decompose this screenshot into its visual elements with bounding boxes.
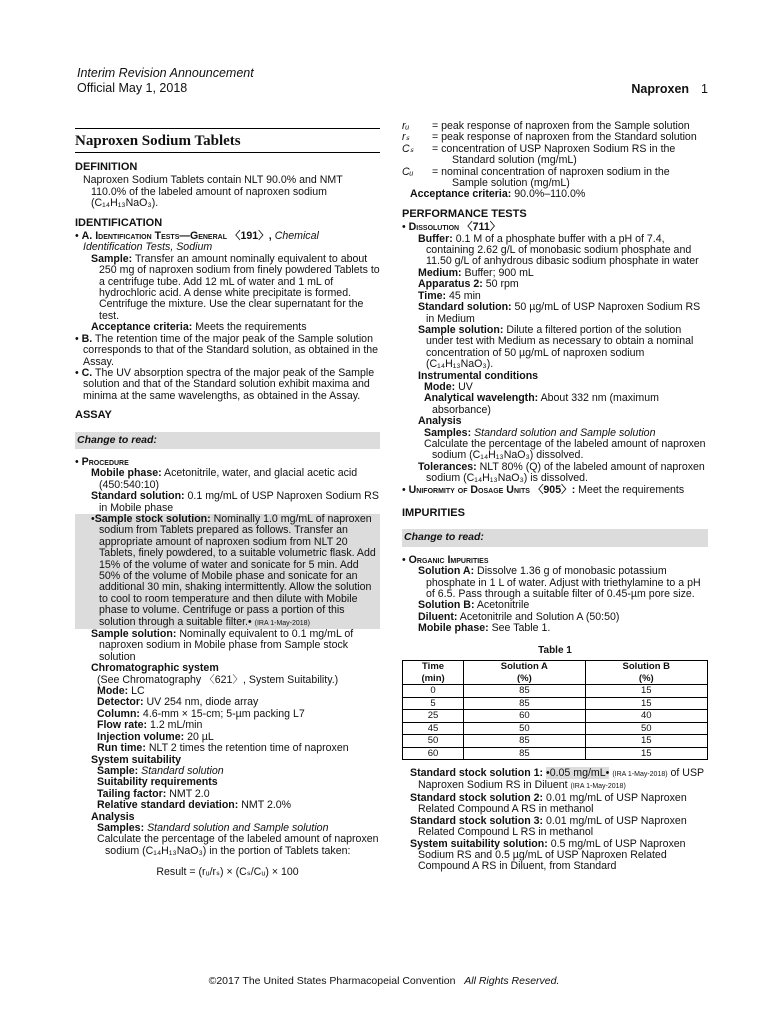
- diss-wavelength: Analytical wavelength: About 332 nm (maximum absorbance): [424, 392, 659, 416]
- imp-mobile-phase: Mobile phase: See Table 1.: [418, 622, 551, 635]
- header-official-date: Official May 1, 2018: [77, 81, 188, 95]
- title-rule-bottom: [75, 152, 380, 153]
- diss-buffer: Buffer: 0.1 M of a phosphate buffer with a pH of 7.4, containing 2.62 g/L of monobasic sodium phosphate and 11.50 g/L of anhydrous dibasic sodium phosphate in water: [418, 232, 699, 268]
- assay-column: Column: 4.6-mm × 15-cm; 5-µm packing L7: [97, 707, 305, 720]
- copyright: ©2017 The United States Pharmacopeial Convention: [208, 975, 456, 987]
- table-row: 0 85 15: [403, 685, 708, 698]
- uniformity-dosage: • Uniformity of Dosage Units 〈905〉: Meet the requirements: [402, 483, 685, 496]
- identification-heading: IDENTIFICATION: [75, 216, 163, 229]
- imp-solution-b: Solution B: Acetonitrile: [418, 599, 530, 612]
- page-header: [77, 66, 254, 96]
- def-row: Cₛ = concentration of USP Naproxen Sodium RS in the Standard solution (mg/mL): [402, 142, 676, 167]
- right-column: [402, 121, 708, 873]
- table-row: 50 85 15: [403, 735, 708, 748]
- assay-suitability-req: Suitability requirements: [97, 776, 218, 789]
- assay-chrom-ref: (See Chromatography 〈621〉, System Suitability.): [97, 673, 339, 686]
- definition-heading: DEFINITION: [75, 161, 138, 173]
- table-header-cell: Time (min): [403, 661, 464, 685]
- change-to-read-banner: Change to read:: [402, 529, 708, 546]
- change-to-read-banner: Change to read:: [75, 432, 380, 449]
- ident-c: • C. The UV absorption spectra of the major peak of the Sample solution and that of the Standard solution exhibit maxima and minima at the same wavelengths, as obtained in the Assay.: [75, 366, 375, 402]
- assay-rsd: Relative standard deviation: NMT 2.0%: [97, 799, 292, 812]
- imp-stock-1: Standard stock solution 1: •0.05 mg/mL• (IRA 1-May-2018) of USP Naproxen Sodium RS in Diluent (IRA 1-May-2018): [410, 767, 704, 792]
- variable-definitions: [402, 121, 708, 189]
- definition-text: Naproxen Sodium Tablets contain NLT 90.0% and NMT 110.0% of the labeled amount of naproxen sodium (C₁₄H₁₃NaO₃).: [83, 174, 343, 210]
- ident-a-ref: Chemical Identification Tests, Sodium: [83, 230, 319, 254]
- assay-acceptance: Acceptance criteria: 90.0%–110.0%: [410, 188, 586, 201]
- assay-tailing-factor: Tailing factor: NMT 2.0: [97, 787, 210, 800]
- running-title: Naproxen: [631, 82, 690, 96]
- title-rule-top: [75, 128, 380, 129]
- page-number: 1: [701, 82, 708, 96]
- assay-samples: Samples: Standard solution and Sample solution: [97, 821, 329, 834]
- dissolution-heading: • Dissolution 〈711〉: [402, 221, 501, 234]
- document-title: Naproxen Sodium Tablets: [75, 133, 241, 149]
- diss-mode: Mode: UV: [424, 380, 473, 393]
- table-row: 5 85 15: [403, 697, 708, 710]
- gradient-table: [402, 660, 708, 760]
- imp-stock-2: Standard stock solution 2: 0.01 mg/mL of USP Naproxen Related Compound A RS in methanol: [410, 791, 687, 816]
- def-row: rₛ = peak response of naproxen from the Standard solution: [402, 131, 697, 144]
- assay-injection-volume: Injection volume: 20 µL: [97, 730, 214, 743]
- header-revision: Interim Revision Announcement: [77, 66, 254, 80]
- table-header-cell: Solution A (%): [464, 661, 585, 685]
- table-title: Table 1: [538, 644, 572, 656]
- assay-calc: Calculate the percentage of the labeled amount of naproxen sodium (C₁₄H₁₃NaO₃) in the portion of Tablets taken:: [97, 833, 379, 857]
- assay-sample-solution: Sample solution: Nominally equivalent to 0.1 mg/mL of naproxen sodium in Mobile phase from Sample stock solution: [91, 628, 354, 663]
- diss-sample: Sample solution: Dilute a filtered portion of the solution under test with Medium as necessary to obtain a nominal concentration of 50 µg/mL of naproxen sodium (C₁₄H₁₃NaO₃).: [418, 323, 694, 371]
- assay-system-suitability: System suitability: [91, 753, 182, 766]
- table-header-row: [403, 661, 708, 685]
- imp-diluent: Diluent: Acetonitrile and Solution A (50:50): [418, 610, 620, 623]
- running-header: [631, 82, 708, 96]
- diss-medium: Medium: Buffer; 900 mL: [418, 266, 534, 279]
- ident-a-accept: Acceptance criteria: Meets the requirements: [91, 321, 307, 334]
- rights-reserved: All Rights Reserved.: [464, 975, 560, 987]
- assay-formula: Result = (rᵤ/rₛ) × (Cₛ/Cᵤ) × 100: [156, 866, 299, 879]
- assay-detector: Detector: UV 254 nm, diode array: [97, 696, 259, 709]
- def-row: Cᵤ = nominal concentration of naproxen sodium in the Sample solution (mg/mL): [402, 165, 670, 190]
- imp-solution-a: Solution A: Dissolve 1.36 g of monobasic potassium phosphate in 1 L of water. Adjust with triethylamine to a pH of 6.5. Pass through a suitable filter of 0.45-µm pore size.: [418, 565, 701, 601]
- assay-heading: ASSAY: [75, 409, 112, 422]
- assay-mode: Mode: LC: [97, 685, 145, 698]
- imp-system-suitability: System suitability solution: 0.5 mg/mL of USP Naproxen Sodium RS and 0.5 µg/mL of USP Naproxen Related Compound A RS in Diluent, from Standard: [410, 837, 686, 873]
- performance-heading: PERFORMANCE TESTS: [402, 207, 527, 220]
- diss-tolerances: Tolerances: NLT 80% (Q) of the labeled amount of naproxen sodium (C₁₄H₁₃NaO₃) is dissolved.: [418, 460, 705, 485]
- diss-time: Time: 45 min: [418, 289, 481, 302]
- left-column: [75, 128, 380, 889]
- table-header-cell: Solution B (%): [585, 661, 707, 685]
- assay-ss-sample: Sample: Standard solution: [97, 764, 224, 777]
- assay-chrom-heading: Chromatographic system: [91, 662, 219, 675]
- assay-mobile-phase: Mobile phase: Acetonitrile, water, and glacial acetic acid (450:540:10): [91, 467, 358, 491]
- imp-stock-3: Standard stock solution 3: 0.01 mg/mL of USP Naproxen Related Compound L RS in methanol: [410, 814, 687, 839]
- ident-a: • A. Identification Tests—General 〈191〉, Chemical Identification Tests, Sodium: [75, 230, 319, 254]
- diss-samples: Samples: Standard solution and Sample solution: [424, 426, 656, 439]
- diss-analysis: Analysis: [418, 415, 462, 428]
- ident-a-sample: Sample: Transfer an amount nominally equivalent to about 250 mg of naproxen sodium from finely powdered Tablets to a centrifuge tube. Add 12 mL of water and 1 mL of hydrochloric acid. A dense white precipitate is formed. Centrifuge the mixture. Use the clear supernatant for the test.: [91, 252, 380, 322]
- assay-run-time: Run time: NLT 2 times the retention time of naproxen: [97, 742, 349, 755]
- organic-impurities-heading: • Organic Impurities: [402, 553, 489, 566]
- table-row: 45 50 50: [403, 722, 708, 735]
- ident-b: • B. The retention time of the major peak of the Sample solution corresponds to that of the Standard solution, as obtained in the Assay.: [75, 332, 379, 368]
- diss-apparatus: Apparatus 2: 50 rpm: [418, 278, 519, 291]
- table-row: 60 85 15: [403, 747, 708, 760]
- def-row: rᵤ = peak response of naproxen from the Sample solution: [402, 120, 690, 132]
- ident-a-label: A. Identification Tests—General 〈191〉,: [81, 230, 272, 243]
- diss-calc: Calculate the percentage of the labeled amount of naproxen sodium (C₁₄H₁₃NaO₃) dissolved.: [424, 437, 706, 462]
- diss-standard: Standard solution: 50 µg/mL of USP Naproxen Sodium RS in Medium: [418, 301, 701, 325]
- page-footer: [0, 975, 768, 987]
- procedure-heading: • Procedure: [75, 455, 129, 468]
- assay-sample-stock: •Sample stock solution: Nominally 1.0 mg/mL of naproxen sodium from Tablets prepared as follows. Transfer an appropriate amount of naproxen sodium from NLT 20 Tablets, finely powdered, to a suitable volumetric flask. Add 15% of the volume of water and sonicate for 5 min. Add 50% of the volume of Mobile phase and sonicate for an additional 30 min, shaking intermittently. Allow the solution to cool to room temperature and then dilute with Mobile phase to volume. Centrifuge or pass a portion of this solution through a suitable filter.• (IRA 1-May-2018): [75, 514, 380, 629]
- assay-analysis: Analysis: [91, 810, 135, 823]
- assay-standard-solution: Standard solution: 0.1 mg/mL of USP Naproxen Sodium RS in Mobile phase: [91, 490, 379, 514]
- impurities-heading: IMPURITIES: [402, 507, 465, 519]
- assay-flow-rate: Flow rate: 1.2 mL/min: [97, 719, 203, 732]
- table-row: 25 60 40: [403, 710, 708, 723]
- diss-instrumental: Instrumental conditions: [418, 369, 539, 382]
